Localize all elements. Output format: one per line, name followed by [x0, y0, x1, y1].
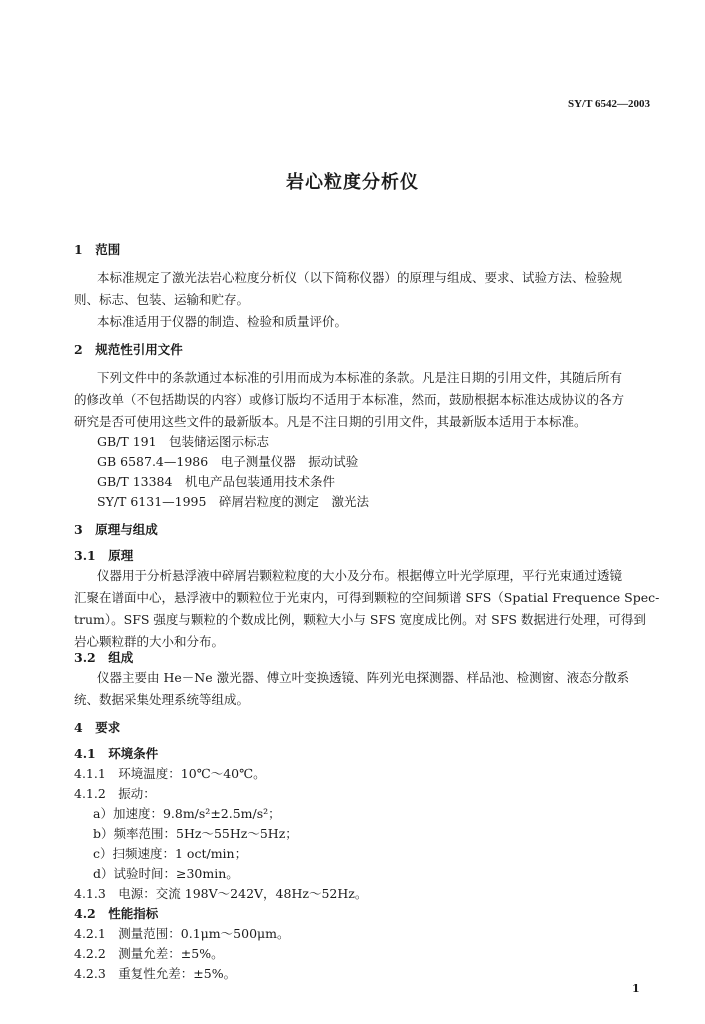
section-3-2-line-1: 仪器主要由 He－Ne 激光器、傅立叶变换透镜、阵列光电探测器、样品池、检测窗、液态分散系	[97, 670, 630, 685]
standard-code: SY/T 6542—2003	[567, 98, 650, 110]
section-1-heading: 1 范围	[74, 242, 121, 257]
reference-item: GB 6587.4—1986 电子测量仪器 振动试验	[97, 454, 359, 469]
clause-4-2-3: 4.2.3 重复性允差：±5%。	[74, 966, 237, 981]
section-2-line-3: 研究是否可使用这些文件的最新版本。凡是不注日期的引用文件，其最新版本适用于本标准。	[74, 414, 587, 429]
clause-4-2-2: 4.2.2 测量允差：±5%。	[74, 946, 224, 961]
reference-item: GB/T 13384 机电产品包装通用技术条件	[97, 474, 335, 489]
section-1-paragraph-1-line-1: 本标准规定了激光法岩心粒度分析仪（以下简称仪器）的原理与组成、要求、试验方法、检验规	[97, 270, 623, 285]
clause-4-2-1: 4.2.1 测量范围：0.1μm～500μm。	[74, 926, 290, 941]
clause-4-1-3: 4.1.3 电源：交流 198V～242V，48Hz～52Hz。	[74, 886, 368, 901]
clause-4-1-2: 4.1.2 振动：	[74, 786, 156, 801]
list-item: c）扫频速度：1 oct/min；	[93, 846, 248, 861]
section-3-2-line-2: 统、数据采集处理系统等组成。	[74, 692, 250, 707]
section-2-heading: 2 规范性引用文件	[74, 342, 183, 357]
section-3-2-heading: 3.2 组成	[74, 650, 134, 665]
section-2-line-2: 的修改单（不包括勘误的内容）或修订版均不适用于本标准，然而，鼓励根据本标准达成协议的各方	[74, 392, 625, 407]
section-3-1-line-1: 仪器用于分析悬浮液中碎屑岩颗粒粒度的大小及分布。根据傅立叶光学原理，平行光束通过透镜	[97, 568, 623, 583]
page-number: 1	[632, 982, 640, 995]
section-1-paragraph-2: 本标准适用于仪器的制造、检验和质量评价。	[97, 314, 348, 329]
reference-item: SY/T 6131—1995 碎屑岩粒度的测定 激光法	[97, 494, 369, 509]
section-3-1-line-4: 岩心颗粒群的大小和分布。	[74, 634, 225, 649]
section-4-heading: 4 要求	[74, 720, 121, 735]
section-3-1-heading: 3.1 原理	[74, 548, 134, 563]
document-title: 岩心粒度分析仪	[286, 172, 419, 193]
section-3-1-line-2: 汇聚在谱面中心，悬浮液中的颗粒位于光束内，可得到颗粒的空间频谱 SFS（Spatial Frequence Spec-	[74, 590, 660, 605]
section-3-heading: 3 原理与组成	[74, 522, 158, 537]
section-2-line-1: 下列文件中的条款通过本标准的引用而成为本标准的条款。凡是注日期的引用文件，其随后所有	[97, 370, 623, 385]
section-4-2-heading: 4.2 性能指标	[74, 906, 159, 921]
list-item: d）试验时间：≥30min。	[93, 866, 239, 881]
section-4-1-heading: 4.1 环境条件	[74, 746, 159, 761]
section-3-1-line-3: trum）。SFS 强度与颗粒的个数成比例，颗粒大小与 SFS 宽度成比例。对 SFS 数据进行处理，可得到	[74, 612, 646, 627]
list-item: a）加速度：9.8m/s²±2.5m/s²；	[93, 806, 281, 821]
clause-4-1-1: 4.1.1 环境温度：10℃～40℃。	[74, 766, 266, 781]
section-1-paragraph-1-line-2: 则、标志、包装、运输和贮存。	[74, 292, 250, 307]
reference-item: GB/T 191 包装储运图示标志	[97, 434, 270, 449]
list-item: b）频率范围：5Hz～55Hz～5Hz；	[93, 826, 298, 841]
